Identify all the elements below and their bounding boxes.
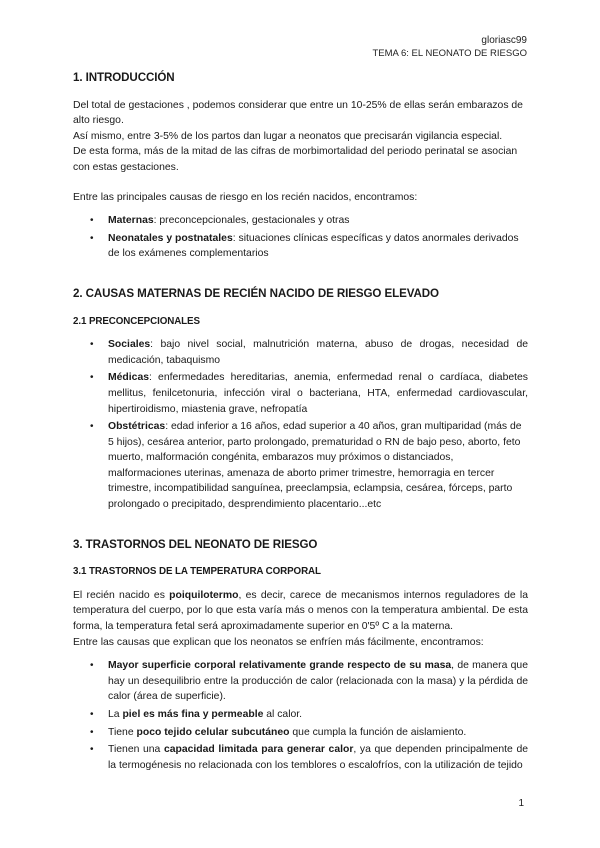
subsection-heading-preconcepcionales: 2.1 PRECONCEPCIONALES <box>73 315 200 327</box>
paragraph: De esta forma, más de la mitad de las cifras de morbimortalidad del periodo perinatal se asocian con estas gestaciones. <box>73 146 518 173</box>
list-item-term: Obstétricas <box>108 421 166 433</box>
list-item <box>73 370 528 417</box>
bullet-list <box>73 213 528 262</box>
list-item <box>73 213 528 229</box>
list-item-term: Sociales <box>108 339 151 351</box>
list-item-term: poco tejido celular subcutáneo <box>136 726 290 738</box>
paragraph: Del total de gestaciones , podemos considerar que entre un 10-25% de ellas serán embarazos de alto riesgo. <box>73 99 523 127</box>
list-item-text: : situaciones clínicas específicas y datos anormales derivados de los exámenes complementarios <box>108 232 519 260</box>
list-item-text: : edad inferior a 16 años, edad superior a 40 años, gran multiparidad (más de 5 hijos), cesárea anterior, parto prolongado, prematuridad o RN de bajo peso, aborto, feto muerto, malformación congénita, embarazos muy próximos o distanciados, malformaciones uterinas, amenaza de aborto primer trimestre, hemorragia en tercer trimestre, incompatibilidad sanguínea, preeclampsia, eclampsia, cesárea, fórceps, parto prolongado o precipitado, desprendimiento placentario...etc <box>108 421 522 511</box>
list-item-term: Mayor superficie corporal relativamente grande respecto de su masa <box>108 660 452 672</box>
list-item-text: que cumpla la función de aislamiento. <box>289 726 467 738</box>
list-item: • Tiene poco tejido celular subcutáneo que cumpla la función de aislamiento. <box>73 725 528 741</box>
list-item <box>73 419 528 513</box>
list-item: • Tienen una capacidad limitada para generar calor, ya que dependen principalmente de la termogénesis no relacionada con los temblores o escalofríos, con la utilización de tejido <box>73 742 528 773</box>
paragraph: Entre las principales causas de riesgo en los recién nacidos, encontramos: <box>73 191 418 203</box>
paragraph: El recién nacido es poiquilotermo, es decir, carece de mecanismos internos reguladores de la temperatura del cuerpo, por lo que esta varía más o menos con la temperatura ambiental. De esta forma, la temperatura fetal será aproximadamente superior en 0'5º C a la materna. <box>73 589 528 633</box>
list-item-text: : bajo nivel social, malnutrición materna, abuso de drogas, necesidad de medicación, tabaquismo <box>108 339 528 366</box>
section-heading-causas-maternas: 2. CAUSAS MATERNAS DE RECIÉN NACIDO DE RIESGO ELEVADO <box>73 286 439 300</box>
page-number: 1 <box>518 798 524 809</box>
list-item-text: : preconcepcionales, gestacionales y otras <box>153 215 350 227</box>
list-item-text: : enfermedades hereditarias, anemia, enfermedad renal o cardíaca, diabetes mellitus, fenilcetonuria, infección viral o bacteriana, HTA, enfermedad cardiovascular, hipertiroidismo, miastenia grave, nefropatía <box>108 372 528 415</box>
header-author: gloriasc99 <box>481 35 527 46</box>
paragraph: Entre las causas que explican que los neonatos se enfríen más fácilmente, encontramos: <box>73 636 484 648</box>
list-item-text: , de manera que hay un desequilibrio entre la producción de calor (relacionada con la masa) y la pérdida de calor (área de superficie). <box>108 660 528 703</box>
list-item-text: , ya que dependen principalmente de la termogénesis no relacionada con los temblores o escalofríos, con la utilización de tejido <box>108 744 528 771</box>
bullet-list <box>73 658 528 773</box>
bullet-list <box>73 337 528 513</box>
list-item: • La piel es más fina y permeable al calor. <box>73 707 528 723</box>
bold-term: poiquilotermo <box>169 589 239 601</box>
list-item <box>73 337 528 368</box>
paragraph: Así mismo, entre 3-5% de los partos dan lugar a neonatos que precisarán vigilancia especial. <box>73 130 503 142</box>
list-item-term: piel es más fina y permeable <box>122 709 264 720</box>
section-heading-introduccion: 1. INTRODUCCIÓN <box>73 71 175 84</box>
subsection-heading-temperatura: 3.1 TRASTORNOS DE LA TEMPERATURA CORPORAL <box>73 566 321 578</box>
list-item-term: Maternas <box>108 215 154 227</box>
list-item <box>73 231 528 262</box>
page-header <box>372 34 527 60</box>
list-item-term: capacidad limitada para generar calor <box>163 744 354 756</box>
list-item-text: al calor. <box>263 709 303 720</box>
list-item-term: Neonatales y postnatales <box>108 232 233 244</box>
header-title: TEMA 6: EL NEONATO DE RIESGO <box>372 48 527 59</box>
document-body <box>73 70 528 775</box>
list-item <box>73 658 528 705</box>
section-heading-trastornos: 3. TRASTORNOS DEL NEONATO DE RIESGO <box>73 537 318 551</box>
list-item-term: Médicas <box>108 372 150 384</box>
